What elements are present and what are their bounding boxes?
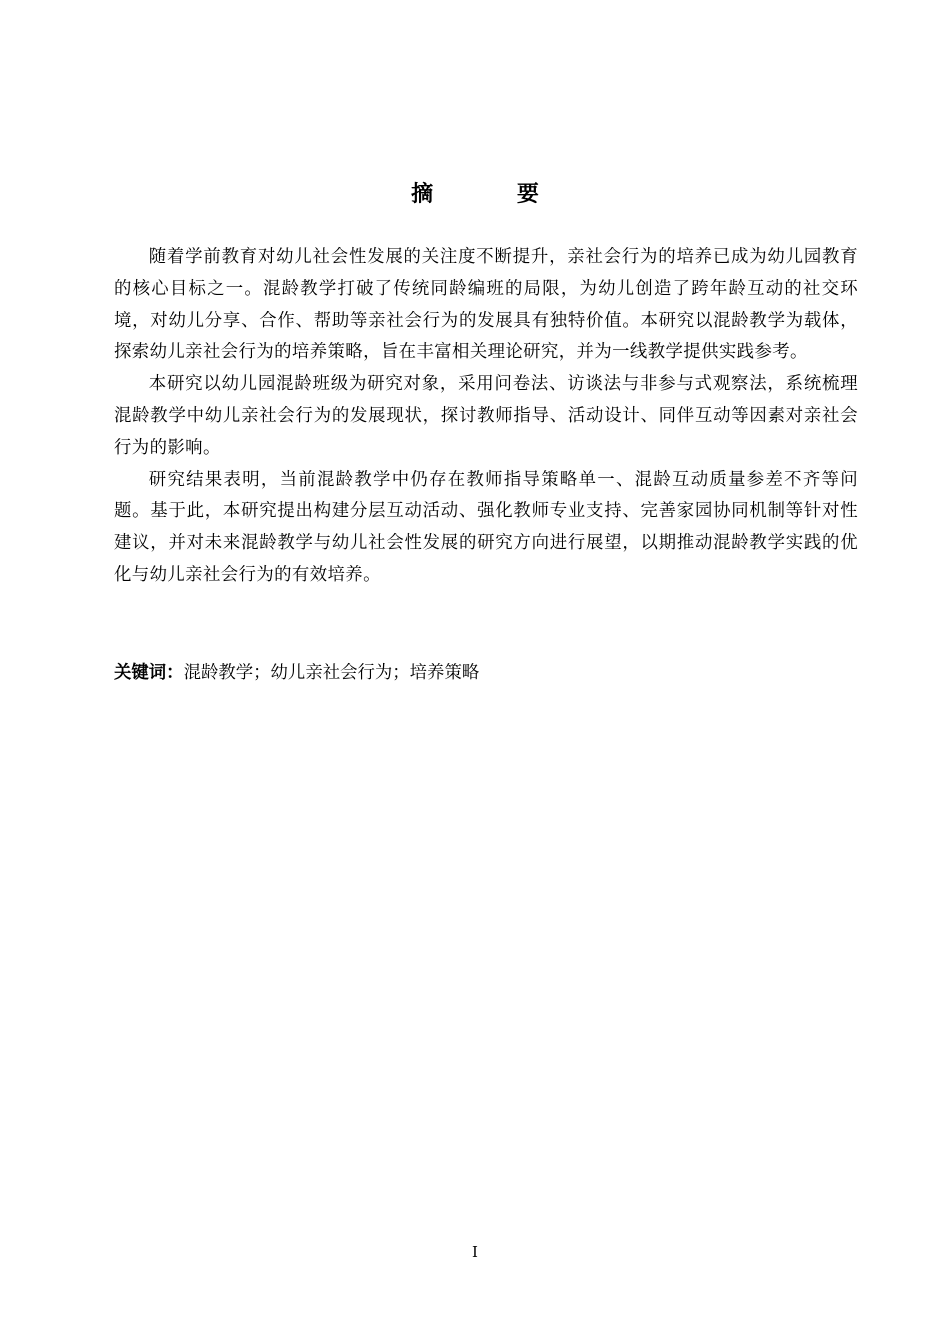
keywords-label: 关键词： — [114, 663, 184, 683]
abstract-title: 摘 要 — [411, 182, 577, 207]
abstract-paragraph-2: 本研究以幼儿园混龄班级为研究对象，采用问卷法、访谈法与非参与式观察法，系统梳理混龄教学中幼儿亲社会行为的发展现状，探讨教师指导、活动设计、同伴互动等因素对亲社会行为的影响。 — [114, 374, 858, 458]
abstract-paragraph-1: 随着学前教育对幼儿社会性发展的关注度不断提升，亲社会行为的培养已成为幼儿园教育的核心目标之一。混龄教学打破了传统同龄编班的局限，为幼儿创造了跨年龄互动的社交环境，对幼儿分享、合作、帮助等亲社会行为的发展具有独特价值。本研究以混龄教学为载体，探索幼儿亲社会行为的培养策略，旨在丰富相关理论研究，并为一线教学提供实践参考。 — [114, 247, 858, 363]
keywords-text: 混龄教学；幼儿亲社会行为；培养策略 — [183, 663, 480, 683]
abstract-paragraph-3: 研究结果表明，当前混龄教学中仍存在教师指导策略单一、混龄互动质量参差不齐等问题。基于此，本研究提出构建分层互动活动、强化教师专业支持、完善家园协同机制等针对性建议，并对未来混龄教学与幼儿社会性发展的研究方向进行展望，以期推动混龄教学实践的优化与幼儿亲社会行为的有效培养。 — [114, 469, 858, 585]
abstract-body — [114, 242, 858, 592]
page-number: I — [472, 1243, 478, 1261]
keywords-line — [114, 658, 858, 689]
